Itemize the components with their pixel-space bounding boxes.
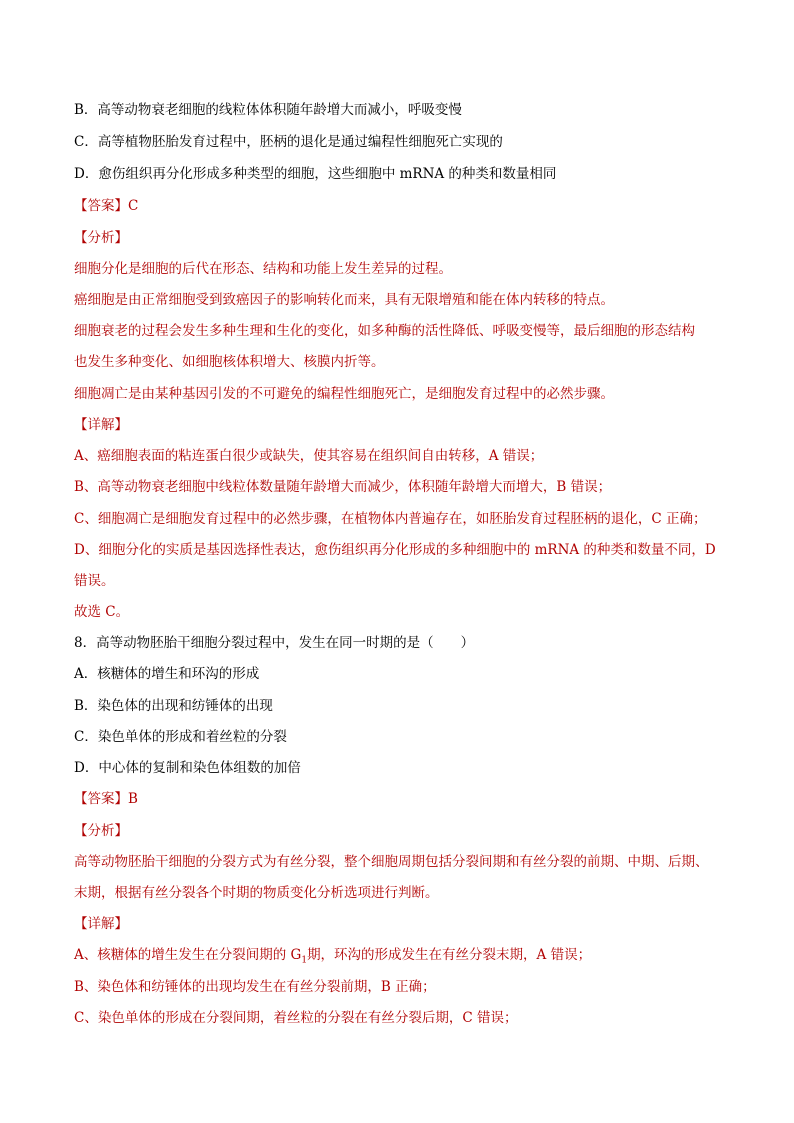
q7-detail-line: B、高等动物衰老细胞中线粒体数量随年龄增大而减少，体积随年龄增大而增大，B 错误； bbox=[74, 479, 612, 495]
q7-analysis-line: 细胞分化是细胞的后代在形态、结构和功能上发生差异的过程。 bbox=[74, 261, 452, 277]
q8-detail-line: C、染色单体的形成在分裂间期，着丝粒的分裂在有丝分裂后期，C 错误； bbox=[74, 1010, 518, 1026]
q7-conclusion: 故选 C。 bbox=[74, 604, 130, 620]
q7-option-c: C．高等植物胚胎发育过程中，胚柄的退化是通过编程性细胞死亡实现的 bbox=[74, 134, 503, 150]
q8-option-c: C．染色单体的形成和着丝粒的分裂 bbox=[74, 729, 287, 745]
q7-analysis-line: 癌细胞是由正常细胞受到致癌因子的影响转化而来，具有无限增殖和能在体内转移的特点。 bbox=[74, 292, 614, 308]
q8-analysis-heading: 【分析】 bbox=[74, 823, 128, 839]
q7-detail-line: A、癌细胞表面的粘连蛋白很少或缺失，使其容易在组织间自由转移，A 错误； bbox=[74, 448, 544, 464]
q8-detail-a-subscript: 1 bbox=[301, 955, 308, 966]
q8-analysis-line: 末期，根据有丝分裂各个时期的物质变化分析选项进行判断。 bbox=[74, 885, 439, 901]
q7-analysis-line: 细胞凋亡是由某种基因引发的不可避免的编程性细胞死亡，是细胞发育过程中的必然步骤。 bbox=[74, 386, 614, 402]
q7-answer: 【答案】C bbox=[74, 198, 139, 214]
q7-option-b: B．高等动物衰老细胞的线粒体体积随年龄增大而减小，呼吸变慢 bbox=[74, 102, 462, 118]
q8-detail-heading: 【详解】 bbox=[74, 916, 128, 932]
q8-answer: 【答案】B bbox=[74, 791, 138, 807]
q7-analysis-line: 也发生多种变化、如细胞核体积增大、核膜内折等。 bbox=[74, 354, 385, 370]
q7-detail-line: C、细胞凋亡是细胞发育过程中的必然步骤，在植物体内普遍存在，如胚胎发育过程胚柄的退化，C 正确； bbox=[74, 511, 707, 527]
q8-analysis-line: 高等动物胚胎干细胞的分裂方式为有丝分裂，整个细胞周期包括分裂间期和有丝分裂的前期、中期、后期、 bbox=[74, 854, 709, 870]
q8-detail-line-a bbox=[74, 946, 591, 970]
q7-option-d: D．愈伤组织再分化形成多种类型的细胞，这些细胞中 mRNA 的种类和数量相同 bbox=[74, 166, 557, 182]
q7-detail-heading: 【详解】 bbox=[74, 417, 128, 433]
q7-analysis-line: 细胞衰老的过程会发生多种生理和生化的变化，如多种酶的活性降低、呼吸变慢等，最后细胞的形态结构 bbox=[74, 323, 695, 339]
q7-analysis-heading: 【分析】 bbox=[74, 230, 128, 246]
q8-question: 8．高等动物胚胎干细胞分裂过程中，发生在同一时期的是（ ） bbox=[74, 635, 475, 651]
q8-option-a: A．核糖体的增生和环沟的形成 bbox=[74, 666, 260, 682]
q8-detail-a-text-end: 期，环沟的形成发生在有丝分裂末期，A 错误； bbox=[307, 947, 592, 963]
q8-option-d: D．中心体的复制和染色体组数的加倍 bbox=[74, 760, 301, 776]
q8-detail-a-text: A、核糖体的增生发生在分裂间期的 G bbox=[74, 947, 302, 963]
q7-detail-line: D、细胞分化的实质是基因选择性表达，愈伤组织再分化形成的多种细胞中的 mRNA 的种类和数量不同，D bbox=[74, 542, 716, 558]
q8-option-b: B．染色体的出现和纺锤体的出现 bbox=[74, 698, 273, 714]
q7-detail-line: 错误。 bbox=[74, 573, 115, 589]
q8-detail-line: B、染色体和纺锤体的出现均发生在有丝分裂前期，B 正确； bbox=[74, 979, 436, 995]
